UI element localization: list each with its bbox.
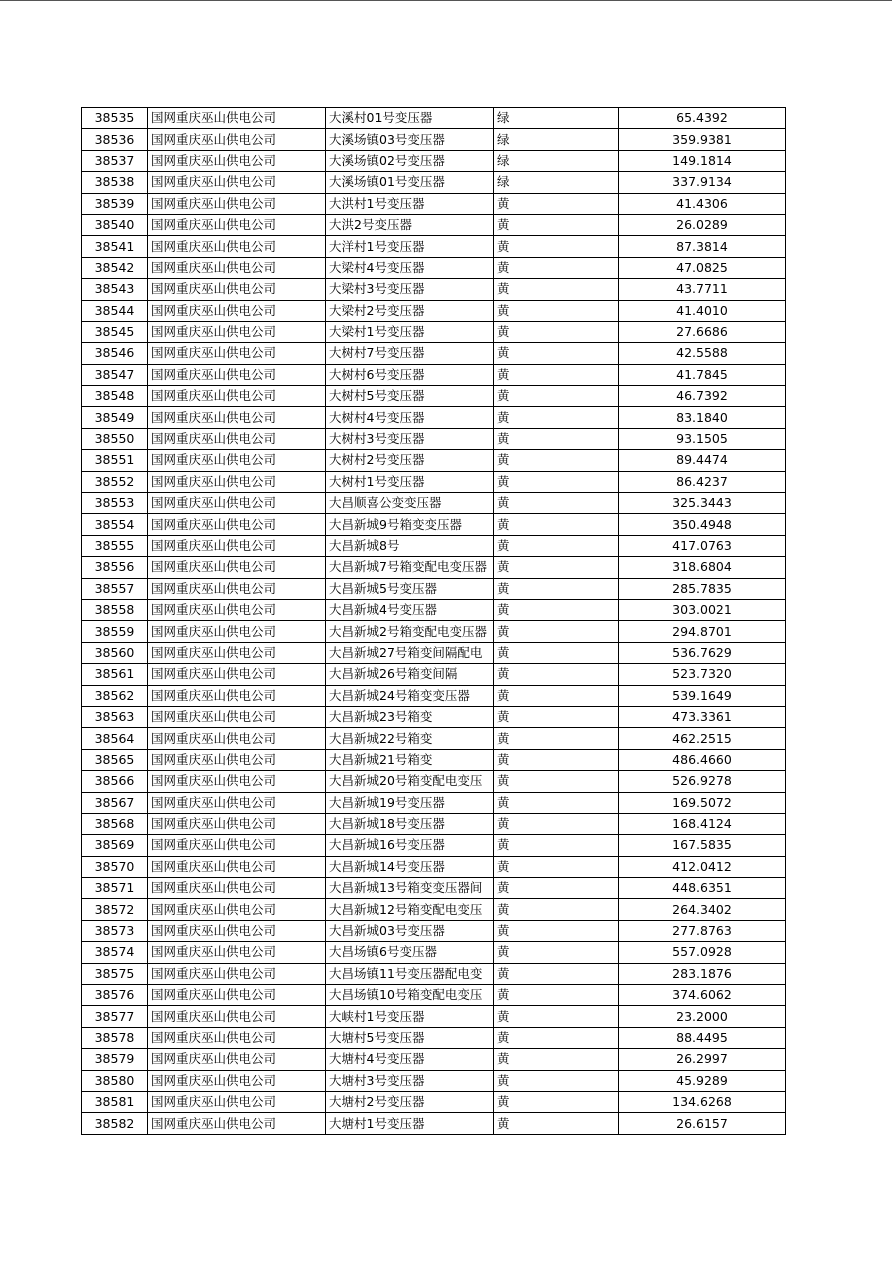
- company-cell: 国网重庆巫山供电公司: [148, 150, 326, 171]
- status-cell: 黄: [494, 193, 619, 214]
- value-cell: 23.2000: [619, 1006, 786, 1027]
- table-row: [82, 514, 786, 535]
- table-row: [82, 899, 786, 920]
- row-id-cell: 38579: [82, 1049, 148, 1070]
- transformer-name-cell: 大梁村2号变压器: [326, 300, 494, 321]
- value-cell: 374.6062: [619, 985, 786, 1006]
- table-row: [82, 108, 786, 129]
- transformer-name-cell: 大昌新城4号变压器: [326, 599, 494, 620]
- value-cell: 337.9134: [619, 172, 786, 193]
- table-row: [82, 450, 786, 471]
- company-cell: 国网重庆巫山供电公司: [148, 450, 326, 471]
- value-cell: 65.4392: [619, 108, 786, 129]
- transformer-name-cell: 大洪村1号变压器: [326, 193, 494, 214]
- company-cell: 国网重庆巫山供电公司: [148, 108, 326, 129]
- transformer-name-cell: 大树村6号变压器: [326, 364, 494, 385]
- row-id-cell: 38564: [82, 728, 148, 749]
- table-row: [82, 1113, 786, 1134]
- company-cell: 国网重庆巫山供电公司: [148, 364, 326, 385]
- transformer-name-cell: 大昌新城5号变压器: [326, 578, 494, 599]
- company-cell: 国网重庆巫山供电公司: [148, 535, 326, 556]
- value-cell: 26.2997: [619, 1049, 786, 1070]
- value-cell: 486.4660: [619, 749, 786, 770]
- row-id-cell: 38551: [82, 450, 148, 471]
- table-row: [82, 193, 786, 214]
- company-cell: 国网重庆巫山供电公司: [148, 236, 326, 257]
- table-row: [82, 428, 786, 449]
- company-cell: 国网重庆巫山供电公司: [148, 386, 326, 407]
- company-cell: 国网重庆巫山供电公司: [148, 878, 326, 899]
- status-cell: 黄: [494, 749, 619, 770]
- transformer-name-cell: 大昌新城16号变压器: [326, 835, 494, 856]
- table-row: [82, 172, 786, 193]
- value-cell: 294.8701: [619, 621, 786, 642]
- transformer-name-cell: 大昌新城19号变压器: [326, 792, 494, 813]
- table-row: [82, 1006, 786, 1027]
- status-cell: 黄: [494, 985, 619, 1006]
- company-cell: 国网重庆巫山供电公司: [148, 920, 326, 941]
- row-id-cell: 38577: [82, 1006, 148, 1027]
- value-cell: 89.4474: [619, 450, 786, 471]
- status-cell: 黄: [494, 963, 619, 984]
- company-cell: 国网重庆巫山供电公司: [148, 1113, 326, 1134]
- row-id-cell: 38538: [82, 172, 148, 193]
- status-cell: 黄: [494, 599, 619, 620]
- table-row: [82, 942, 786, 963]
- transformer-name-cell: 大昌顺喜公变变压器: [326, 493, 494, 514]
- value-cell: 87.3814: [619, 236, 786, 257]
- value-cell: 41.4010: [619, 300, 786, 321]
- company-cell: 国网重庆巫山供电公司: [148, 257, 326, 278]
- company-cell: 国网重庆巫山供电公司: [148, 1091, 326, 1112]
- transformer-name-cell: 大溪场镇03号变压器: [326, 129, 494, 150]
- row-id-cell: 38569: [82, 835, 148, 856]
- row-id-cell: 38556: [82, 557, 148, 578]
- value-cell: 303.0021: [619, 599, 786, 620]
- status-cell: 黄: [494, 706, 619, 727]
- row-id-cell: 38537: [82, 150, 148, 171]
- transformer-name-cell: 大昌新城26号箱变间隔: [326, 664, 494, 685]
- transformer-name-cell: 大洪2号变压器: [326, 214, 494, 235]
- table-row: [82, 664, 786, 685]
- value-cell: 93.1505: [619, 428, 786, 449]
- table-row: [82, 878, 786, 899]
- status-cell: 黄: [494, 514, 619, 535]
- transformer-name-cell: 大昌新城14号变压器: [326, 856, 494, 877]
- table-row: [82, 557, 786, 578]
- status-cell: 黄: [494, 1070, 619, 1091]
- row-id-cell: 38543: [82, 279, 148, 300]
- row-id-cell: 38554: [82, 514, 148, 535]
- company-cell: 国网重庆巫山供电公司: [148, 279, 326, 300]
- company-cell: 国网重庆巫山供电公司: [148, 172, 326, 193]
- value-cell: 42.5588: [619, 343, 786, 364]
- status-cell: 黄: [494, 471, 619, 492]
- row-id-cell: 38559: [82, 621, 148, 642]
- value-cell: 26.0289: [619, 214, 786, 235]
- company-cell: 国网重庆巫山供电公司: [148, 407, 326, 428]
- company-cell: 国网重庆巫山供电公司: [148, 471, 326, 492]
- value-cell: 27.6686: [619, 321, 786, 342]
- table-row: [82, 321, 786, 342]
- table-row: [82, 856, 786, 877]
- table-row: [82, 985, 786, 1006]
- transformer-name-cell: 大树村7号变压器: [326, 343, 494, 364]
- row-id-cell: 38547: [82, 364, 148, 385]
- status-cell: 黄: [494, 343, 619, 364]
- row-id-cell: 38553: [82, 493, 148, 514]
- transformer-table: [81, 107, 786, 1135]
- value-cell: 462.2515: [619, 728, 786, 749]
- status-cell: 黄: [494, 407, 619, 428]
- transformer-name-cell: 大昌新城22号箱变: [326, 728, 494, 749]
- table-row: [82, 578, 786, 599]
- company-cell: 国网重庆巫山供电公司: [148, 856, 326, 877]
- status-cell: 绿: [494, 129, 619, 150]
- transformer-name-cell: 大溪村01号变压器: [326, 108, 494, 129]
- status-cell: 黄: [494, 450, 619, 471]
- company-cell: 国网重庆巫山供电公司: [148, 599, 326, 620]
- table-row: [82, 535, 786, 556]
- row-id-cell: 38570: [82, 856, 148, 877]
- transformer-name-cell: 大梁村1号变压器: [326, 321, 494, 342]
- company-cell: 国网重庆巫山供电公司: [148, 835, 326, 856]
- status-cell: 绿: [494, 108, 619, 129]
- company-cell: 国网重庆巫山供电公司: [148, 621, 326, 642]
- status-cell: 黄: [494, 771, 619, 792]
- company-cell: 国网重庆巫山供电公司: [148, 193, 326, 214]
- row-id-cell: 38539: [82, 193, 148, 214]
- company-cell: 国网重庆巫山供电公司: [148, 664, 326, 685]
- status-cell: 黄: [494, 728, 619, 749]
- row-id-cell: 38550: [82, 428, 148, 449]
- transformer-name-cell: 大昌新城23号箱变: [326, 706, 494, 727]
- transformer-name-cell: 大昌新城24号箱变变压器: [326, 685, 494, 706]
- value-cell: 359.9381: [619, 129, 786, 150]
- table-row: [82, 407, 786, 428]
- row-id-cell: 38571: [82, 878, 148, 899]
- company-cell: 国网重庆巫山供电公司: [148, 300, 326, 321]
- status-cell: 黄: [494, 300, 619, 321]
- value-cell: 557.0928: [619, 942, 786, 963]
- table-row: [82, 493, 786, 514]
- status-cell: 黄: [494, 856, 619, 877]
- transformer-name-cell: 大塘村1号变压器: [326, 1113, 494, 1134]
- row-id-cell: 38580: [82, 1070, 148, 1091]
- transformer-name-cell: 大溪场镇02号变压器: [326, 150, 494, 171]
- row-id-cell: 38548: [82, 386, 148, 407]
- row-id-cell: 38536: [82, 129, 148, 150]
- status-cell: 黄: [494, 257, 619, 278]
- row-id-cell: 38575: [82, 963, 148, 984]
- row-id-cell: 38562: [82, 685, 148, 706]
- table-row: [82, 214, 786, 235]
- value-cell: 325.3443: [619, 493, 786, 514]
- value-cell: 523.7320: [619, 664, 786, 685]
- transformer-name-cell: 大昌场镇11号变压器配电变: [326, 963, 494, 984]
- row-id-cell: 38582: [82, 1113, 148, 1134]
- row-id-cell: 38535: [82, 108, 148, 129]
- value-cell: 43.7711: [619, 279, 786, 300]
- table-row: [82, 471, 786, 492]
- value-cell: 41.7845: [619, 364, 786, 385]
- row-id-cell: 38549: [82, 407, 148, 428]
- table-row: [82, 685, 786, 706]
- transformer-name-cell: 大昌新城7号箱变配电变压器: [326, 557, 494, 578]
- table-row: [82, 706, 786, 727]
- value-cell: 536.7629: [619, 642, 786, 663]
- table-row: [82, 364, 786, 385]
- value-cell: 412.0412: [619, 856, 786, 877]
- transformer-name-cell: 大洋村1号变压器: [326, 236, 494, 257]
- row-id-cell: 38568: [82, 813, 148, 834]
- row-id-cell: 38565: [82, 749, 148, 770]
- row-id-cell: 38546: [82, 343, 148, 364]
- table-row: [82, 386, 786, 407]
- value-cell: 46.7392: [619, 386, 786, 407]
- row-id-cell: 38558: [82, 599, 148, 620]
- value-cell: 318.6804: [619, 557, 786, 578]
- transformer-name-cell: 大昌新城27号箱变间隔配电: [326, 642, 494, 663]
- company-cell: 国网重庆巫山供电公司: [148, 493, 326, 514]
- status-cell: 黄: [494, 1006, 619, 1027]
- status-cell: 黄: [494, 493, 619, 514]
- value-cell: 47.0825: [619, 257, 786, 278]
- transformer-name-cell: 大树村4号变压器: [326, 407, 494, 428]
- company-cell: 国网重庆巫山供电公司: [148, 1070, 326, 1091]
- status-cell: 黄: [494, 642, 619, 663]
- status-cell: 黄: [494, 557, 619, 578]
- row-id-cell: 38552: [82, 471, 148, 492]
- table-row: [82, 1027, 786, 1048]
- page-top-border: [0, 0, 892, 1]
- status-cell: 黄: [494, 214, 619, 235]
- table-row: [82, 1049, 786, 1070]
- table-row: [82, 920, 786, 941]
- value-cell: 277.8763: [619, 920, 786, 941]
- row-id-cell: 38574: [82, 942, 148, 963]
- company-cell: 国网重庆巫山供电公司: [148, 706, 326, 727]
- transformer-name-cell: 大昌新城12号箱变配电变压: [326, 899, 494, 920]
- status-cell: 黄: [494, 621, 619, 642]
- status-cell: 黄: [494, 578, 619, 599]
- company-cell: 国网重庆巫山供电公司: [148, 428, 326, 449]
- table-row: [82, 642, 786, 663]
- status-cell: 黄: [494, 1049, 619, 1070]
- status-cell: 黄: [494, 364, 619, 385]
- transformer-name-cell: 大塘村2号变压器: [326, 1091, 494, 1112]
- company-cell: 国网重庆巫山供电公司: [148, 557, 326, 578]
- row-id-cell: 38561: [82, 664, 148, 685]
- transformer-name-cell: 大塘村3号变压器: [326, 1070, 494, 1091]
- value-cell: 526.9278: [619, 771, 786, 792]
- transformer-name-cell: 大昌新城03号变压器: [326, 920, 494, 941]
- row-id-cell: 38542: [82, 257, 148, 278]
- company-cell: 国网重庆巫山供电公司: [148, 899, 326, 920]
- row-id-cell: 38563: [82, 706, 148, 727]
- status-cell: 黄: [494, 813, 619, 834]
- row-id-cell: 38557: [82, 578, 148, 599]
- transformer-name-cell: 大梁村4号变压器: [326, 257, 494, 278]
- value-cell: 264.3402: [619, 899, 786, 920]
- transformer-name-cell: 大昌场镇10号箱变配电变压: [326, 985, 494, 1006]
- table-row: [82, 1070, 786, 1091]
- table-row: [82, 1091, 786, 1112]
- row-id-cell: 38560: [82, 642, 148, 663]
- row-id-cell: 38545: [82, 321, 148, 342]
- company-cell: 国网重庆巫山供电公司: [148, 578, 326, 599]
- status-cell: 黄: [494, 236, 619, 257]
- value-cell: 167.5835: [619, 835, 786, 856]
- status-cell: 绿: [494, 172, 619, 193]
- transformer-name-cell: 大塘村5号变压器: [326, 1027, 494, 1048]
- value-cell: 169.5072: [619, 792, 786, 813]
- company-cell: 国网重庆巫山供电公司: [148, 685, 326, 706]
- table-row: [82, 621, 786, 642]
- transformer-name-cell: 大塘村4号变压器: [326, 1049, 494, 1070]
- table-row: [82, 771, 786, 792]
- table-row: [82, 728, 786, 749]
- status-cell: 黄: [494, 685, 619, 706]
- company-cell: 国网重庆巫山供电公司: [148, 321, 326, 342]
- value-cell: 350.4948: [619, 514, 786, 535]
- value-cell: 134.6268: [619, 1091, 786, 1112]
- row-id-cell: 38573: [82, 920, 148, 941]
- value-cell: 41.4306: [619, 193, 786, 214]
- transformer-name-cell: 大梁村3号变压器: [326, 279, 494, 300]
- transformer-name-cell: 大树村2号变压器: [326, 450, 494, 471]
- company-cell: 国网重庆巫山供电公司: [148, 792, 326, 813]
- status-cell: 黄: [494, 792, 619, 813]
- transformer-name-cell: 大昌新城8号: [326, 535, 494, 556]
- company-cell: 国网重庆巫山供电公司: [148, 642, 326, 663]
- table-row: [82, 599, 786, 620]
- table-row: [82, 835, 786, 856]
- status-cell: 黄: [494, 1113, 619, 1134]
- company-cell: 国网重庆巫山供电公司: [148, 1049, 326, 1070]
- status-cell: 黄: [494, 835, 619, 856]
- company-cell: 国网重庆巫山供电公司: [148, 129, 326, 150]
- status-cell: 黄: [494, 920, 619, 941]
- transformer-name-cell: 大昌新城21号箱变: [326, 749, 494, 770]
- company-cell: 国网重庆巫山供电公司: [148, 728, 326, 749]
- row-id-cell: 38572: [82, 899, 148, 920]
- row-id-cell: 38566: [82, 771, 148, 792]
- row-id-cell: 38541: [82, 236, 148, 257]
- value-cell: 473.3361: [619, 706, 786, 727]
- value-cell: 448.6351: [619, 878, 786, 899]
- row-id-cell: 38578: [82, 1027, 148, 1048]
- row-id-cell: 38576: [82, 985, 148, 1006]
- row-id-cell: 38567: [82, 792, 148, 813]
- value-cell: 26.6157: [619, 1113, 786, 1134]
- status-cell: 黄: [494, 1027, 619, 1048]
- value-cell: 149.1814: [619, 150, 786, 171]
- status-cell: 黄: [494, 1091, 619, 1112]
- table-row: [82, 236, 786, 257]
- company-cell: 国网重庆巫山供电公司: [148, 1006, 326, 1027]
- company-cell: 国网重庆巫山供电公司: [148, 514, 326, 535]
- transformer-name-cell: 大峡村1号变压器: [326, 1006, 494, 1027]
- table-row: [82, 257, 786, 278]
- value-cell: 168.4124: [619, 813, 786, 834]
- status-cell: 黄: [494, 535, 619, 556]
- table-row: [82, 279, 786, 300]
- company-cell: 国网重庆巫山供电公司: [148, 214, 326, 235]
- row-id-cell: 38555: [82, 535, 148, 556]
- status-cell: 黄: [494, 428, 619, 449]
- status-cell: 黄: [494, 942, 619, 963]
- table-row: [82, 150, 786, 171]
- transformer-table-body: [82, 108, 786, 1135]
- table-row: [82, 792, 786, 813]
- value-cell: 88.4495: [619, 1027, 786, 1048]
- table-row: [82, 129, 786, 150]
- company-cell: 国网重庆巫山供电公司: [148, 1027, 326, 1048]
- table-row: [82, 300, 786, 321]
- value-cell: 83.1840: [619, 407, 786, 428]
- table-row: [82, 343, 786, 364]
- row-id-cell: 38540: [82, 214, 148, 235]
- status-cell: 黄: [494, 279, 619, 300]
- company-cell: 国网重庆巫山供电公司: [148, 942, 326, 963]
- company-cell: 国网重庆巫山供电公司: [148, 749, 326, 770]
- value-cell: 86.4237: [619, 471, 786, 492]
- value-cell: 283.1876: [619, 963, 786, 984]
- status-cell: 黄: [494, 321, 619, 342]
- transformer-name-cell: 大昌场镇6号变压器: [326, 942, 494, 963]
- row-id-cell: 38581: [82, 1091, 148, 1112]
- company-cell: 国网重庆巫山供电公司: [148, 985, 326, 1006]
- transformer-name-cell: 大昌新城20号箱变配电变压: [326, 771, 494, 792]
- company-cell: 国网重庆巫山供电公司: [148, 963, 326, 984]
- value-cell: 417.0763: [619, 535, 786, 556]
- transformer-name-cell: 大树村1号变压器: [326, 471, 494, 492]
- transformer-name-cell: 大昌新城13号箱变变压器间: [326, 878, 494, 899]
- company-cell: 国网重庆巫山供电公司: [148, 343, 326, 364]
- company-cell: 国网重庆巫山供电公司: [148, 813, 326, 834]
- company-cell: 国网重庆巫山供电公司: [148, 771, 326, 792]
- transformer-name-cell: 大昌新城2号箱变配电变压器: [326, 621, 494, 642]
- transformer-name-cell: 大昌新城9号箱变变压器: [326, 514, 494, 535]
- value-cell: 539.1649: [619, 685, 786, 706]
- row-id-cell: 38544: [82, 300, 148, 321]
- table-row: [82, 749, 786, 770]
- value-cell: 45.9289: [619, 1070, 786, 1091]
- status-cell: 绿: [494, 150, 619, 171]
- table-row: [82, 963, 786, 984]
- transformer-name-cell: 大昌新城18号变压器: [326, 813, 494, 834]
- status-cell: 黄: [494, 664, 619, 685]
- transformer-name-cell: 大树村5号变压器: [326, 386, 494, 407]
- transformer-name-cell: 大树村3号变压器: [326, 428, 494, 449]
- table-row: [82, 813, 786, 834]
- status-cell: 黄: [494, 386, 619, 407]
- status-cell: 黄: [494, 899, 619, 920]
- value-cell: 285.7835: [619, 578, 786, 599]
- status-cell: 黄: [494, 878, 619, 899]
- transformer-name-cell: 大溪场镇01号变压器: [326, 172, 494, 193]
